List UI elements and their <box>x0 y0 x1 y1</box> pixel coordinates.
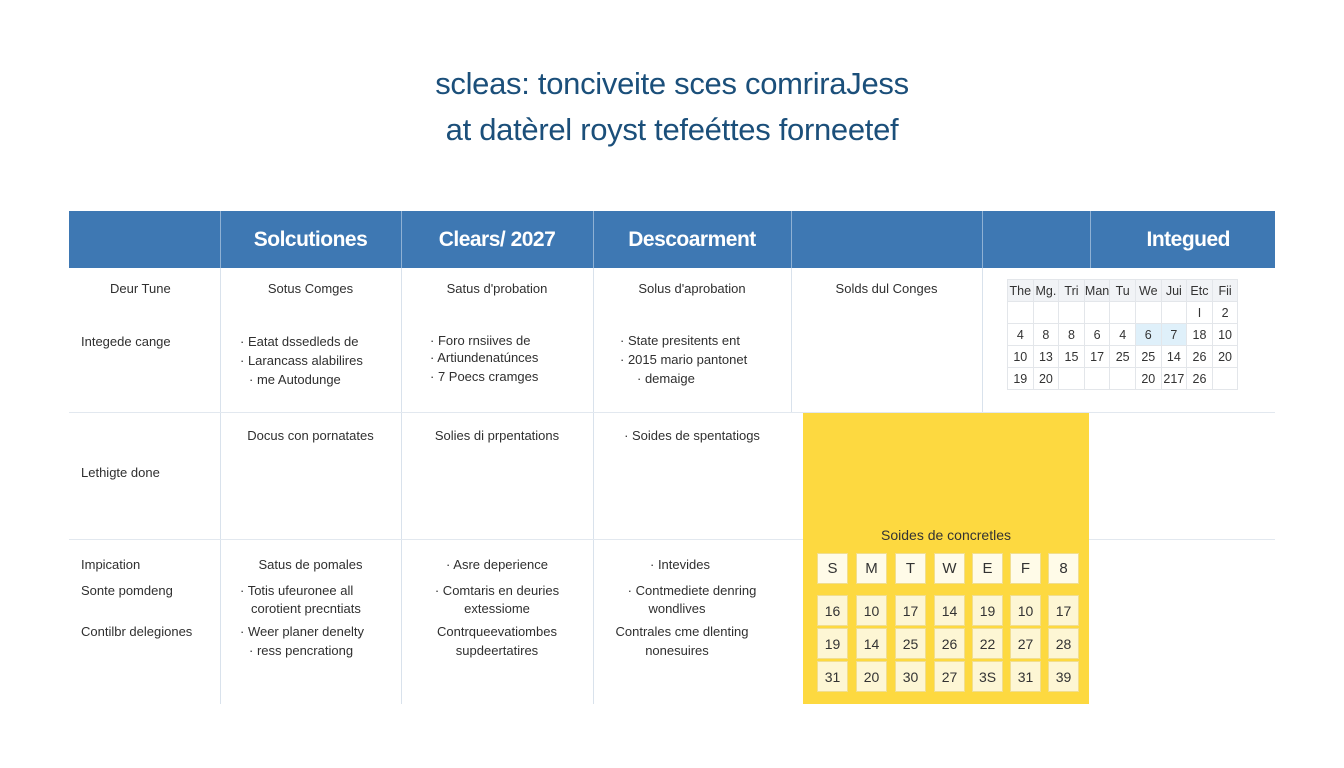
header-solcutiones[interactable]: Solcutiones <box>253 227 368 251</box>
page-title-line-1: scleas: tonciveite sces comriraJess <box>435 66 909 101</box>
cell-r3-c2-line: extessiome <box>464 601 530 616</box>
mini-cal-date[interactable]: 6 <box>1084 324 1110 346</box>
header-empty-1[interactable] <box>791 211 982 268</box>
cell-r1-c4-heading: Solds dul Conges <box>835 281 938 296</box>
yellow-cal-date[interactable]: 31 <box>1010 661 1041 692</box>
yellow-cal-date[interactable]: 19 <box>972 595 1003 626</box>
cell-r1-c2-line: · Foro rnsiives de <box>430 333 531 348</box>
cell-r3-c2-heading: · Asre deperience <box>446 557 548 572</box>
mini-cal-date[interactable]: 26 <box>1187 368 1213 390</box>
cell-r3-c1-line: · Weer planer denelty <box>240 624 365 639</box>
row-label-deur-tune: Deur Tune <box>110 281 171 296</box>
yellow-cal-day-header: F <box>1010 553 1041 584</box>
yellow-cal-date[interactable]: 25 <box>895 628 926 659</box>
cell-r1-c2-line: · 7 Poecs cramges <box>430 369 539 384</box>
cell-r3-c2-line: Contrqueevatiombes <box>437 624 557 639</box>
cell-r3-c3-line: wondlives <box>648 601 706 616</box>
cell-r1-c2-heading: Satus d'probation <box>446 281 548 296</box>
cell-r3-c3-heading: · Intevides <box>650 557 710 572</box>
cell-r3-c2-line: · Comtaris en deuries <box>434 583 560 598</box>
mini-cal-date[interactable] <box>1135 302 1161 324</box>
mini-cal-date[interactable]: 20 <box>1033 368 1059 390</box>
row-divider <box>69 539 1275 540</box>
yellow-cal-date[interactable]: 39 <box>1048 661 1079 692</box>
yellow-cal-date[interactable]: 14 <box>934 595 965 626</box>
cell-r1-c1-line: · Larancass alabilires <box>240 353 363 368</box>
yellow-cal-date[interactable]: 17 <box>1048 595 1079 626</box>
yellow-cal-date[interactable]: 10 <box>1010 595 1041 626</box>
cell-r3-c3-line: · Contmediete denring <box>627 583 757 598</box>
cell-r2-c3: · Soides de spentatiogs <box>624 428 760 443</box>
cell-r3-c1-line: corotient precntiats <box>251 601 361 616</box>
mini-cal-date[interactable]: 8 <box>1059 324 1085 346</box>
page-title-line-2: at datèrel royst tefeéttes forneetef <box>445 112 899 147</box>
mini-cal-date[interactable] <box>1110 368 1136 390</box>
yellow-cal-date[interactable]: 19 <box>817 628 848 659</box>
mini-cal-date[interactable] <box>1008 302 1034 324</box>
mini-cal-date[interactable]: 8 <box>1033 324 1059 346</box>
header-empty-2[interactable] <box>982 211 1090 268</box>
yellow-cal-date[interactable]: 28 <box>1048 628 1079 659</box>
header-divider <box>982 211 983 268</box>
row-label-contilbr-delegiones: Contilbr delegiones <box>81 624 193 639</box>
yellow-cal-date[interactable]: 26 <box>934 628 965 659</box>
mini-cal-date[interactable] <box>1084 302 1110 324</box>
cell-r1-c1-line: · me Autodunge <box>249 372 341 387</box>
cell-r3-c1-heading: Satus de pomales <box>258 557 363 572</box>
mini-cal-date[interactable]: 4 <box>1008 324 1034 346</box>
mini-cal-date[interactable]: 26 <box>1187 346 1213 368</box>
yellow-cal-day-header: W <box>934 553 965 584</box>
header-divider <box>791 211 792 268</box>
mini-cal-day-header: We <box>1135 280 1161 302</box>
mini-cal-date-highlighted[interactable]: 7 <box>1161 324 1187 346</box>
yellow-cal-date[interactable]: 30 <box>895 661 926 692</box>
mini-cal-date[interactable] <box>1059 368 1085 390</box>
yellow-cal-date[interactable]: 22 <box>972 628 1003 659</box>
yellow-cal-date[interactable]: 27 <box>934 661 965 692</box>
yellow-cal-date[interactable]: 16 <box>817 595 848 626</box>
mini-cal-date[interactable]: 10 <box>1008 346 1034 368</box>
mini-cal-date[interactable] <box>1033 302 1059 324</box>
yellow-cal-day-header: S <box>817 553 848 584</box>
cell-r1-c1-heading: Sotus Comges <box>267 281 354 296</box>
mini-cal-date[interactable] <box>1110 302 1136 324</box>
mini-cal-date[interactable] <box>1161 302 1187 324</box>
yellow-cal-date[interactable]: 3S <box>972 661 1003 692</box>
mini-cal-day-header: Mg. <box>1033 280 1059 302</box>
column-divider <box>220 268 221 704</box>
cell-r2-c2: Solies di prpentations <box>434 428 560 443</box>
header-clears-2027[interactable]: Clears/ 2027 <box>438 227 556 251</box>
mini-cal-day-header: Jui <box>1161 280 1187 302</box>
cell-r3-c2-line: supdeertatires <box>455 643 539 658</box>
row-label-sonte-pomdeng: Sonte pomdeng <box>81 583 173 598</box>
yellow-cal-date[interactable]: 10 <box>856 595 887 626</box>
mini-cal-day-header: Tu <box>1110 280 1136 302</box>
mini-cal-date-highlighted[interactable]: 6 <box>1135 324 1161 346</box>
yellow-cal-day-header: 8 <box>1048 553 1079 584</box>
cell-r1-c3-line: · demaige <box>637 371 695 386</box>
mini-cal-date[interactable]: 25 <box>1110 346 1136 368</box>
cell-r1-c3-line: · State presitents ent <box>620 333 740 348</box>
yellow-cal-date[interactable]: 31 <box>817 661 848 692</box>
mini-cal-day-header: The <box>1008 280 1034 302</box>
mini-cal-date[interactable]: 4 <box>1110 324 1136 346</box>
cell-r1-c3-line: · 2015 mario pantonet <box>620 352 748 367</box>
yellow-calendar-title: Soides de concretles <box>881 527 1011 543</box>
yellow-cal-date[interactable]: 27 <box>1010 628 1041 659</box>
header-divider <box>593 211 594 268</box>
mini-cal-date[interactable]: 18 <box>1187 324 1213 346</box>
mini-cal-day-header: Tri <box>1059 280 1085 302</box>
cell-r3-c3-line: nonesuires <box>645 643 709 658</box>
mini-cal-date[interactable] <box>1059 302 1085 324</box>
mini-cal-date[interactable] <box>1212 368 1238 390</box>
row-label-integede-cange: Integede cange <box>81 334 171 349</box>
mini-cal-date[interactable]: 2 <box>1212 302 1238 324</box>
mini-calendar <box>1007 279 1238 390</box>
mini-cal-date[interactable]: 19 <box>1008 368 1034 390</box>
mini-cal-date[interactable]: 14 <box>1161 346 1187 368</box>
cell-r1-c3-heading: Solus d'aprobation <box>638 281 746 296</box>
mini-cal-date[interactable]: 17 <box>1084 346 1110 368</box>
mini-cal-date[interactable]: 10 <box>1212 324 1238 346</box>
header-divider <box>401 211 402 268</box>
header-descoarment[interactable]: Descoarment <box>628 227 756 251</box>
mini-cal-day-header: Etc <box>1187 280 1213 302</box>
row-label-impication: Impication <box>81 557 141 572</box>
cell-r2-c1: Docus con pornatates <box>247 428 374 443</box>
mini-cal-date[interactable]: 15 <box>1059 346 1085 368</box>
mini-cal-day-header: Man <box>1084 280 1110 302</box>
mini-cal-date[interactable]: I <box>1187 302 1213 324</box>
mini-cal-date[interactable]: 20 <box>1135 368 1161 390</box>
column-divider <box>982 268 983 413</box>
yellow-cal-day-header: M <box>856 553 887 584</box>
cell-r1-c2-line: · Artiundenatúnces <box>430 350 539 365</box>
mini-cal-date[interactable]: 20 <box>1212 346 1238 368</box>
row-label-lethigte-done: Lethigte done <box>81 465 160 480</box>
mini-cal-date[interactable] <box>1084 368 1110 390</box>
cell-r1-c1-line: · Eatat dssedleds de <box>240 334 359 349</box>
cell-r3-c1-line: · Totis ufeuronee all <box>240 583 354 598</box>
cell-r3-c1-line: · ress pencrationg <box>249 643 354 658</box>
header-divider <box>1090 211 1091 268</box>
mini-cal-date[interactable]: 25 <box>1135 346 1161 368</box>
mini-cal-day-header: Fii <box>1212 280 1238 302</box>
yellow-cal-date[interactable]: 14 <box>856 628 887 659</box>
yellow-cal-date[interactable]: 17 <box>895 595 926 626</box>
row-divider <box>69 412 1275 413</box>
yellow-cal-day-header: E <box>972 553 1003 584</box>
header-integued[interactable]: Integued <box>1146 227 1230 251</box>
yellow-cal-date[interactable]: 20 <box>856 661 887 692</box>
cell-r3-c3-line: Contrales cme dlenting <box>615 624 749 639</box>
mini-cal-date[interactable]: 13 <box>1033 346 1059 368</box>
yellow-cal-day-header: T <box>895 553 926 584</box>
mini-cal-date[interactable]: 217 <box>1161 368 1187 390</box>
header-divider <box>220 211 221 268</box>
